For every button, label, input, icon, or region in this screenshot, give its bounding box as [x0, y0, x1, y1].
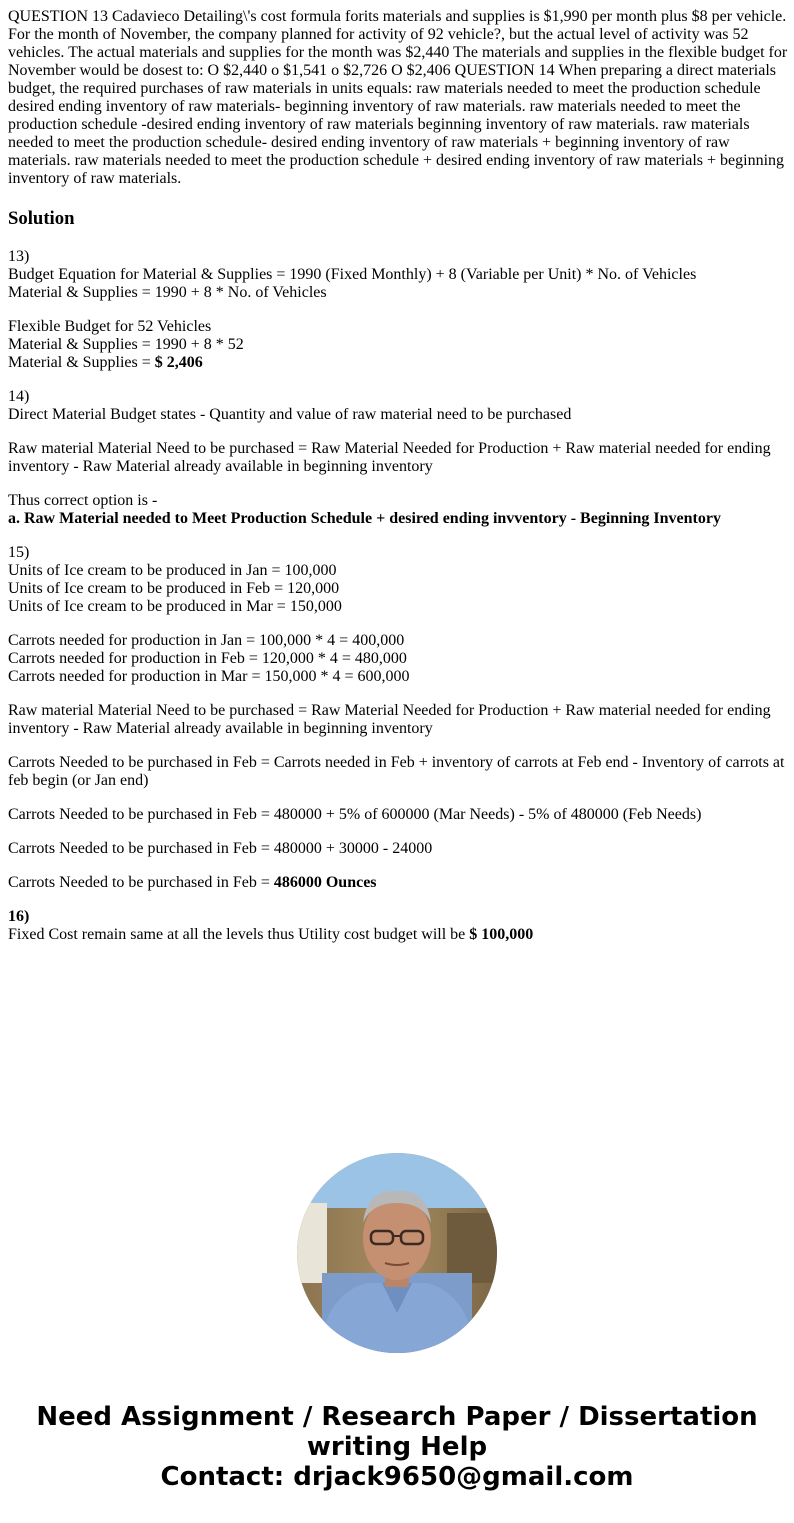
footer-banner: [0, 1402, 794, 1492]
q15-units-mar: Units of Ice cream to be produced in Mar = 150,000: [8, 598, 342, 615]
q15-feb-result-prefix: Carrots Needed to be purchased in Feb =: [8, 874, 274, 891]
q16-text-value: $ 100,000: [469, 926, 534, 943]
q14-correct-answer: a. Raw Material needed to Meet Production Schedule + desired ending invventory - Beginning Inventory: [8, 510, 721, 527]
q15-feb-result-value: 486000 Ounces: [273, 874, 377, 891]
q15-carrots-mar: Carrots needed for production in Mar = 150,000 * 4 = 600,000: [8, 668, 410, 685]
q13-flex-block: [8, 318, 788, 372]
q13-flex-title: Flexible Budget for 52 Vehicles: [8, 318, 212, 335]
q15-formula: Raw material Material Need to be purchased = Raw Material Needed for Production + Raw material needed for ending inventory - Raw Material already available in beginning inventory: [8, 702, 771, 737]
footer-line2: writing Help: [306, 1432, 488, 1462]
q15-carrots-feb: Carrots needed for production in Feb = 120,000 * 4 = 480,000: [8, 650, 407, 667]
q14-answer-block: [8, 492, 788, 528]
q15-number: 15): [8, 544, 30, 561]
q13-flex-line: Material & Supplies = 1990 + 8 * 52: [8, 336, 244, 353]
q16-number: 16): [8, 908, 30, 925]
q16-text-prefix: Fixed Cost remain same at all the levels thus Utility cost budget will be: [8, 926, 470, 943]
q14-line1: Direct Material Budget states - Quantity and value of raw material need to be purchased: [8, 406, 572, 423]
q13-result-prefix: Material & Supplies =: [8, 354, 155, 371]
q13-number: 13): [8, 248, 30, 265]
q13-result-value: $ 2,406: [154, 354, 203, 371]
q14-number: 14): [8, 388, 30, 405]
q15-units-jan: Units of Ice cream to be produced in Jan = 100,000: [8, 562, 337, 579]
q15-feb-formula: Carrots Needed to be purchased in Feb = Carrots needed in Feb + inventory of carrots at Feb end - Inventory of carrots at feb begin (or Jan end): [8, 754, 785, 789]
q15-feb-calc2: Carrots Needed to be purchased in Feb = 480000 + 30000 - 24000: [8, 840, 433, 857]
q14-block: [8, 388, 788, 424]
q15-units-feb: Units of Ice cream to be produced in Feb = 120,000: [8, 580, 340, 597]
q15-feb-result: [8, 874, 788, 892]
author-portrait-image: [297, 1153, 497, 1353]
q14-correct-label: Thus correct option is -: [8, 492, 158, 509]
q15-units-block: [8, 544, 788, 616]
q15-feb-calc1: Carrots Needed to be purchased in Feb = 480000 + 5% of 600000 (Mar Needs) - 5% of 480000 (Feb Needs): [8, 806, 702, 823]
question-text: QUESTION 13 Cadavieco Detailing\'s cost formula forits materials and supplies is $1,990 per month plus $8 per vehicle. For the month of November, the company planned for activity of 92 vehicle?, but the actual level of activity was 52 vehicles. The actual materials and supplies for the month was $2,440 The materials and supplies in the flexible budget for November would be dosest to: O $2,440 o $1,541 o $2,726 O $2,406 QUESTION 14 When preparing a direct materials budget, the required purchases of raw materials in units equals: raw materials needed to meet the production schedule desired ending inventory of raw materials- beginning inventory of raw materials. raw materials needed to meet the production schedule -desired ending inventory of raw materials beginning inventory of raw materials. raw materials needed to meet the production schedule- desired ending inventory of raw materials + beginning inventory of raw materials. raw materials needed to meet the production schedule + desired ending inventory of raw materials + beginning inventory of raw materials.: [8, 8, 788, 187]
author-avatar: [297, 1153, 497, 1353]
q15-carrots-block: [8, 632, 788, 686]
q15-carrots-jan: Carrots needed for production in Jan = 100,000 * 4 = 400,000: [8, 632, 405, 649]
q13-line2: Material & Supplies = 1990 + 8 * No. of Vehicles: [8, 284, 327, 301]
q14-formula: Raw material Material Need to be purchased = Raw Material Needed for Production + Raw material needed for ending inventory - Raw Material already available in beginning inventory: [8, 440, 771, 475]
q13-block: [8, 248, 788, 302]
solution-heading: Solution: [8, 208, 75, 229]
q13-line1: Budget Equation for Material & Supplies = 1990 (Fixed Monthly) + 8 (Variable per Unit) * No. of Vehicles: [8, 266, 697, 283]
document-body: [8, 8, 788, 960]
q16-block: [8, 908, 788, 944]
footer-contact: Contact: drjack9650@gmail.com: [160, 1462, 634, 1492]
footer-line1: Need Assignment / Research Paper / Dissertation: [36, 1402, 758, 1432]
